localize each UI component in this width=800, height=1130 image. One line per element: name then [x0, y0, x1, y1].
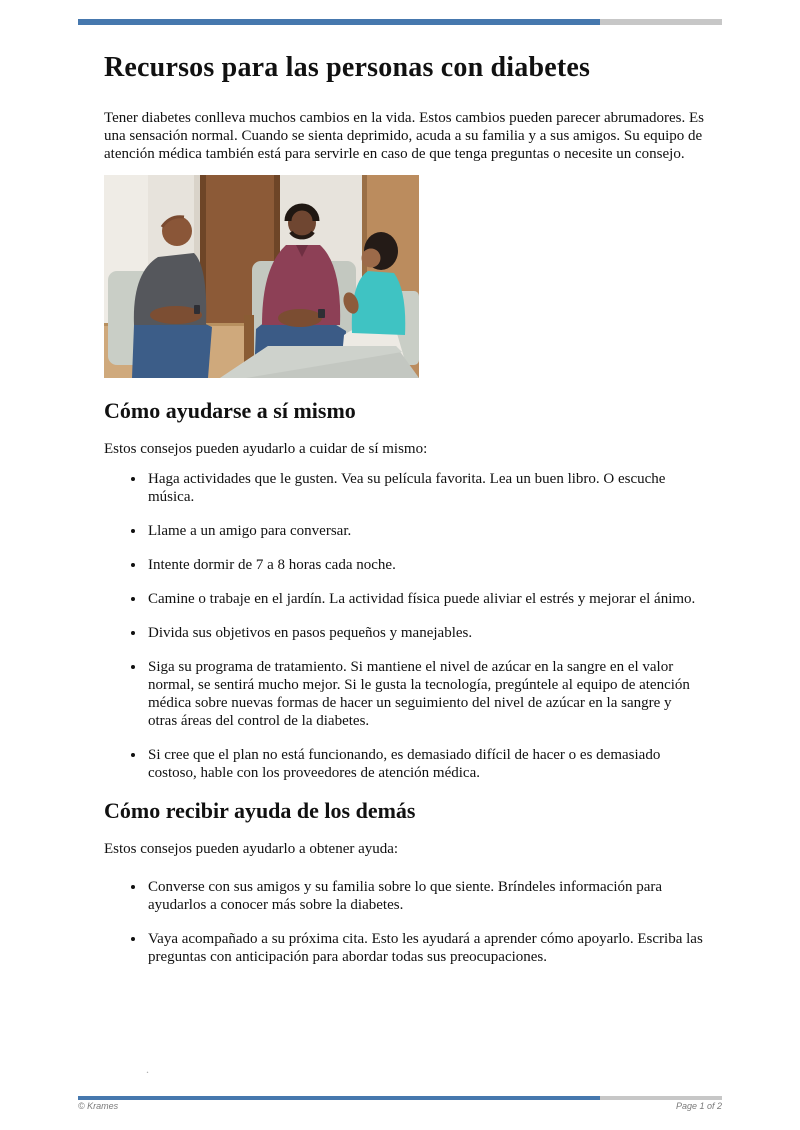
stray-period-mark: .	[146, 1062, 149, 1076]
intro-paragraph: Tener diabetes conlleva muchos cambios en la vida. Estos cambios pueden parecer abrumadores. Es una sensación normal. Cuando se sienta deprimido, acuda a su familia y a sus amigos. Su equipo de atención médica también está para servirle en caso de que tenga preguntas o necesite un consejo.	[104, 110, 704, 162]
get-help-list	[104, 878, 704, 966]
list-item: • Llame a un amigo para conversar.	[146, 522, 704, 540]
list-item: • Siga su programa de tratamiento. Si mantiene el nivel de azúcar en la sangre en el valor normal, se sentirá mucho mejor. Si le gusta la tecnología, pregúntele al equipo de atención médica sobre nuevas formas de hacer un seguimiento del nivel de azúcar en la sangre y otras áreas del control de la diabetes.	[146, 658, 704, 730]
footer-rule	[78, 1096, 722, 1100]
footer-rule-blue-segment	[78, 1096, 600, 1100]
list-item: • Camine o trabaje en el jardín. La actividad física puede aliviar el estrés y mejorar el ánimo.	[146, 590, 704, 608]
list-item: • Converse con sus amigos y su familia sobre lo que siente. Bríndeles información para ayudarlos a conocer más sobre la diabetes.	[146, 878, 704, 914]
photo-family-conversation	[104, 175, 419, 378]
section-self-help-lead: Estos consejos pueden ayudarlo a cuidar de sí mismo:	[104, 441, 428, 457]
section-get-help-heading: Cómo recibir ayuda de los demás	[104, 798, 416, 823]
list-item: • Vaya acompañado a su próxima cita. Esto les ayudará a aprender cómo apoyarlo. Escriba las preguntas con anticipación para abordar todas sus preocupaciones.	[146, 930, 704, 966]
page-footer	[78, 1101, 722, 1111]
footer-rule-gray-segment	[600, 1096, 722, 1100]
section-self-help-heading: Cómo ayudarse a sí mismo	[104, 398, 356, 423]
page-title: Recursos para las personas con diabetes	[104, 52, 591, 83]
page-number: Page 1 of 2	[675, 1101, 722, 1111]
self-help-list	[104, 470, 704, 782]
list-item: • Si cree que el plan no está funcionando, es demasiado difícil de hacer o es demasiado costoso, hable con los proveedores de atención médica.	[146, 746, 704, 782]
section-self-help	[104, 398, 704, 782]
list-item: • Haga actividades que le gusten. Vea su película favorita. Lea un buen libro. O escuche música.	[146, 470, 704, 506]
list-item: • Divida sus objetivos en pasos pequeños y manejables.	[146, 624, 704, 642]
list-item: • Intente dormir de 7 a 8 horas cada noche.	[146, 556, 704, 574]
section-get-help-lead: Estos consejos pueden ayudarlo a obtener ayuda:	[104, 841, 399, 857]
photo-illustration	[104, 175, 419, 378]
copyright-text: © Krames	[78, 1101, 119, 1111]
section-get-help	[104, 798, 704, 966]
document-body	[104, 0, 704, 982]
